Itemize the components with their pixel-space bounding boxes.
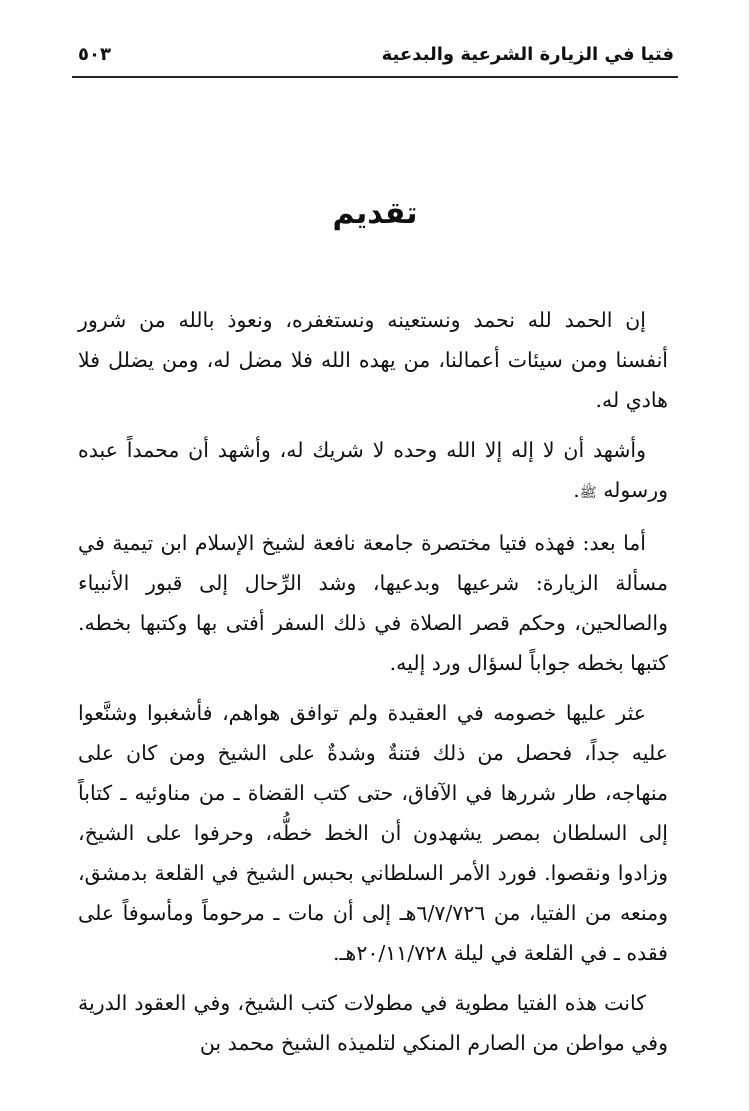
paragraph-3: أما بعد: فهذه فتيا مختصرة جامعة نافعة لشيخ الإسلام ابن تيمية في مسألة الزيارة: شرعيها وبدعيها، وشد الرِّحال إلى قبور الأنبياء والصالحين، وحكم قصر الصلاة في ذلك السفر أفتى بها وكتبها بخطه. كتبها بخطه جواباً لسؤال ورد إليه. [78, 531, 668, 675]
page-number: ٥٠٣ [78, 44, 111, 65]
running-title: فتيا في الزيارة الشرعية والبدعية [381, 44, 674, 65]
page-header [72, 36, 678, 78]
paragraph-4: عثر عليها خصومه في العقيدة ولم توافق هواهم، فأشغبوا وشنَّعوا عليه جداً، فحصل من ذلك فتنةٌ وشدةٌ على الشيخ ومن كان على منهاجه، طار شررها في الآفاق، حتى كتب القضاة ـ من مناوئيه ـ كتاباً إلى السلطان بمصر يشهدون أن الخط خطُّه، وحرفوا على الشيخ، وزادوا ونقصوا. فورد الأمر السلطاني بحبس الشيخ في القلعة بدمشق، ومنعه من الفتيا، من ٦/٧/٧٢٦هـ إلى أن مات ـ مرحوماً ومأسوفاً على فقده ـ في القلعة في ليلة ٢٠/١١/٧٢٨هـ. [78, 701, 668, 965]
paragraph-1: إن الحمد لله نحمد ونستعينه ونستغفره، ونعوذ بالله من شرور أنفسنا ومن سيئات أعمالنا، من يهده الله فلا مضل له، ومن يضلل فلا هادي له. [78, 308, 668, 412]
paragraph-5: كانت هذه الفتيا مطوية في مطولات كتب الشيخ، وفي العقود الدرية وفي مواطن من الصارم المنكي لتلميذه الشيخ محمد بن [78, 991, 668, 1055]
salutation-glyph: ﷺ [579, 485, 597, 501]
body-text [78, 300, 668, 1073]
section-title: تقديم [332, 196, 418, 231]
paragraph-2-text: وأشهد أن لا إله إلا الله وحده لا شريك له، وأشهد أن محمداً عبده ورسوله [78, 438, 668, 502]
paragraph-2: وأشهد أن لا إله إلا الله وحده لا شريك له، وأشهد أن محمداً عبده ورسوله ﷺ. [78, 438, 668, 502]
